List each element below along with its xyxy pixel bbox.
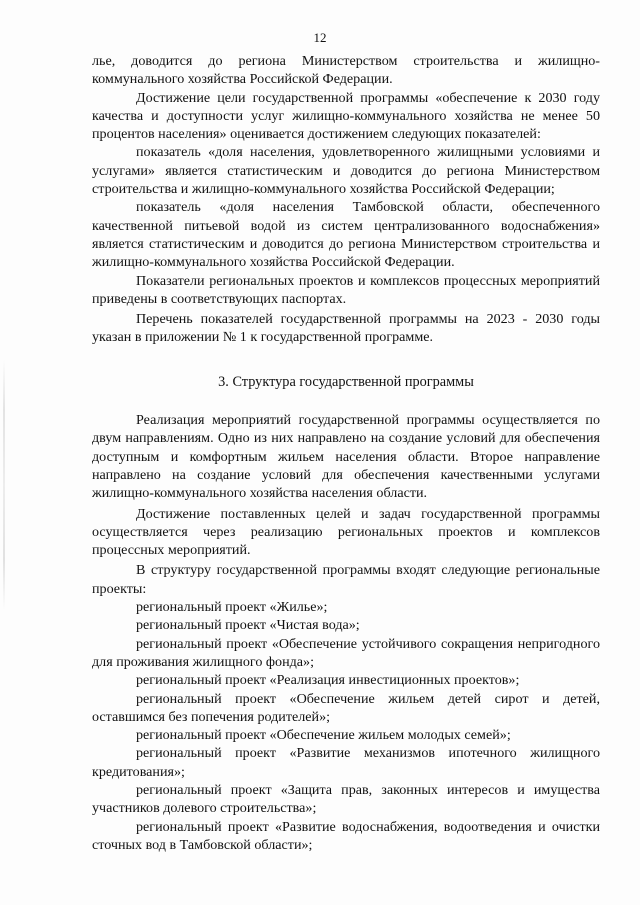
paragraph: показатель «доля населения Тамбовской области, обеспеченного качественной питьевой водой из систем централизованного водоснабжения» является статистическим и доводится до региона Министерством строительства и жилищно-коммунального хозяйства Российской Федерации.	[92, 199, 600, 271]
list-item: региональный проект «Обеспечение устойчивого сокращения непригодного для проживания жилищного фонда»;	[92, 635, 600, 670]
paragraph: Перечень показателей государственной программы на 2023 - 2030 годы указан в приложении № 1 к государственной программе.	[92, 311, 600, 346]
list-item: региональный проект «Жилье»;	[136, 599, 328, 616]
list-item: региональный проект «Обеспечение жильем детей сирот и детей, оставшимся без попечения родителей»;	[92, 690, 600, 725]
list-item: региональный проект «Реализация инвестиционных проектов»;	[136, 672, 520, 689]
paragraph: Достижение цели государственной программы «обеспечение к 2030 году качества и доступности услуг жилищно-коммунального хозяйства не менее 50 процентов населения» оценивается достижением следующих показателей:	[92, 89, 600, 143]
page-number: 12	[313, 30, 327, 45]
paragraph: лье, доводится до региона Министерством строительства и жилищно-коммунального хозяйства Российской Федерации.	[92, 53, 600, 88]
page-content	[92, 52, 600, 854]
paragraph: В структуру государственной программы входят следующие региональные проекты:	[92, 562, 600, 597]
list-item: региональный проект «Защита прав, законных интересов и имущества участников долевого строительства»;	[92, 781, 600, 817]
scan-artifact-line	[3, 360, 5, 610]
paragraph: Показатели региональных проектов и комплексов процессных мероприятий приведены в соответствующих паспортах.	[92, 272, 600, 307]
list-item: региональный проект «Чистая вода»;	[136, 617, 360, 634]
paragraph: Достижение поставленных целей и задач государственной программы осуществляется через реализацию региональных проектов и комплексов процессных мероприятий.	[92, 505, 600, 559]
list-item: региональный проект «Развитие водоснабжения, водоотведения и очистки сточных вод в Тамбовской области»;	[92, 818, 600, 853]
list-item: региональный проект «Развитие механизмов ипотечного жилищного кредитования»;	[92, 745, 600, 780]
paragraph: Реализация мероприятий государственной программы осуществляется по двум направлениям. Одно из них направлено на создание условий для обеспечения доступным и комфортным жильем населения области. Второе направление направлено на создание условий для обеспечения качественными услугами жилищно-коммунального хозяйства населения области.	[92, 412, 600, 502]
list-item: региональный проект «Обеспечение жильем молодых семей»;	[136, 727, 511, 744]
section-heading: 3. Структура государственной программы	[218, 373, 474, 390]
paragraph: показатель «доля населения, удовлетворенного жилищными условиями и услугами» является статистическим и доводится до региона Министерством строительства и жилищно-коммунального хозяйства Российской Федерации;	[92, 144, 600, 198]
